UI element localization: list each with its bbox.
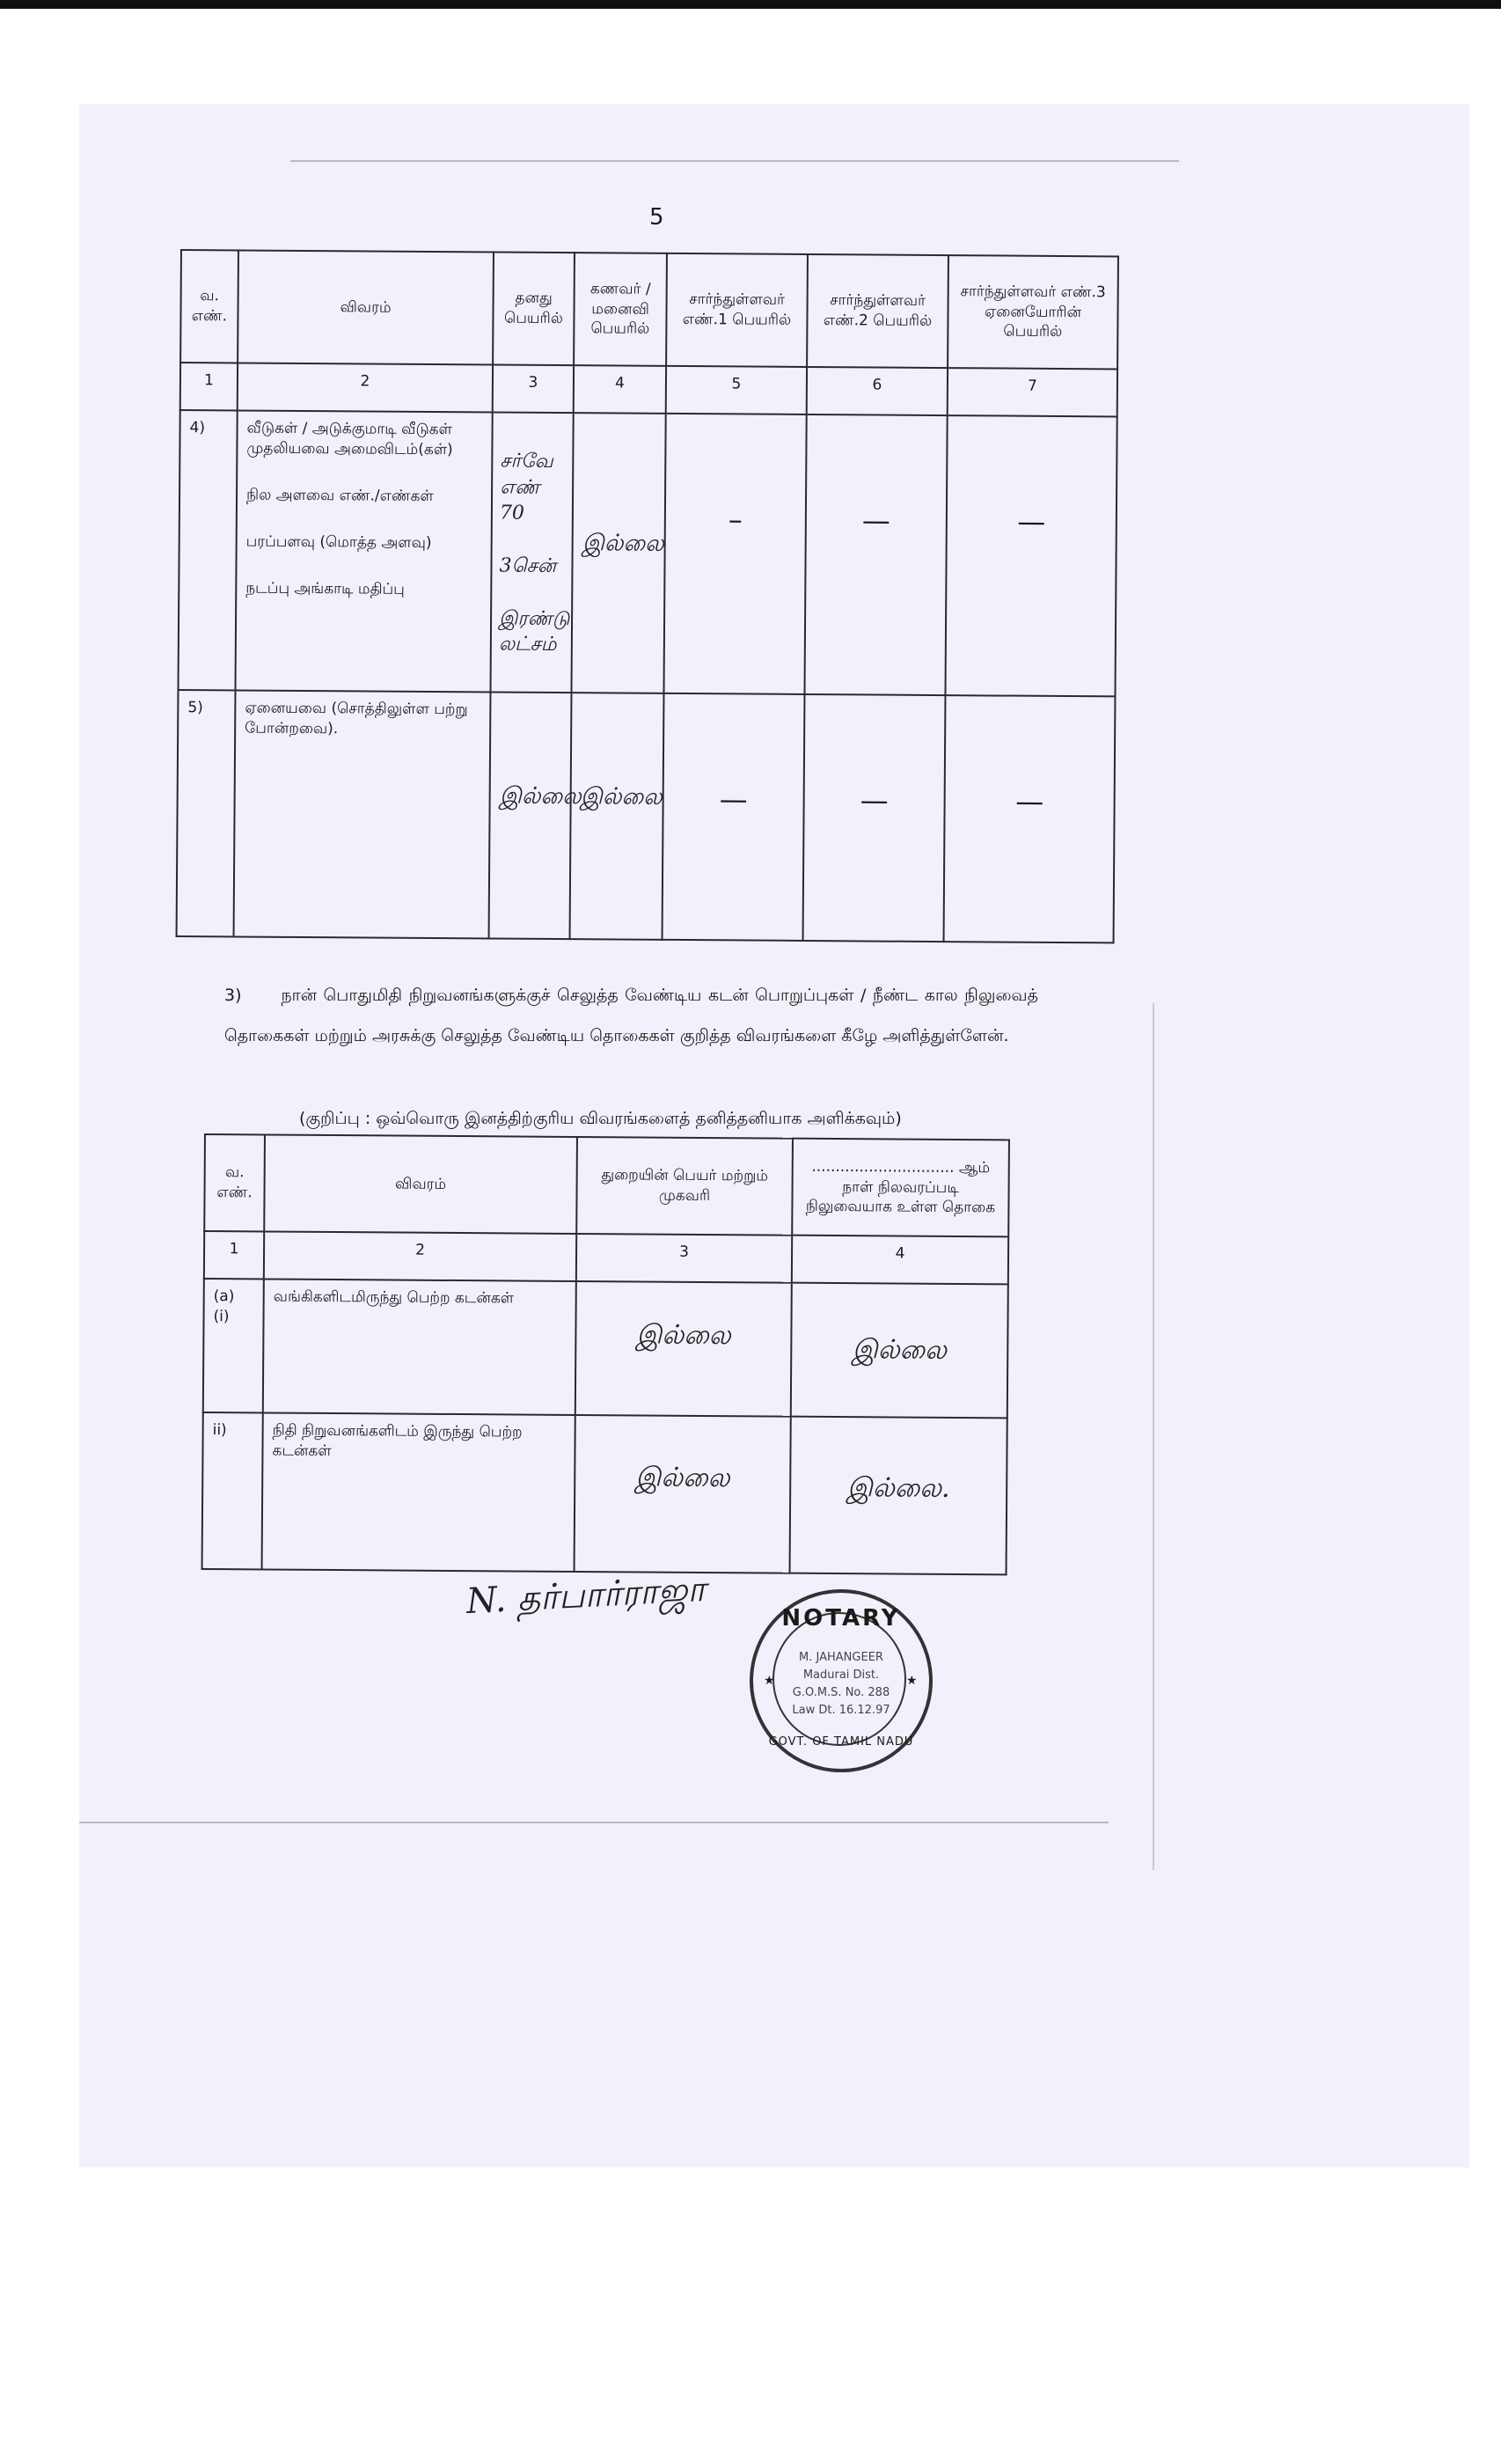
- row-description: நிதி நிறுவனங்களிடம் இருந்து பெற்ற கடன்கள்: [262, 1412, 575, 1571]
- col-header-dependent-1: சார்ந்துள்ளவர் எண்.1 பெயரில்: [666, 253, 808, 367]
- row-serial: (a) (i): [203, 1279, 264, 1412]
- table-header-row: [204, 1134, 1009, 1236]
- desc-market-value: நடப்பு அங்காடி மதிப்பு: [245, 579, 405, 598]
- stamp-line: Madurai Dist.: [802, 1668, 880, 1682]
- handwritten-nil: இல்லை: [580, 783, 663, 810]
- dependent-3-entry: [945, 415, 1117, 696]
- col-header-details: விவரம்: [238, 250, 494, 364]
- table-row-houses: [179, 410, 1117, 696]
- dash-mark: —: [861, 503, 890, 538]
- table-header-row: [180, 250, 1118, 369]
- col-header-dependent-2: சார்ந்துள்ளவர் எண்.2 பெயரில்: [807, 254, 948, 368]
- dependent-3-entry: [944, 695, 1116, 942]
- handwritten-spouse-entry: [570, 693, 664, 940]
- desc-location: வீடுகள் / அடுக்குமாடி வீடுகள் முதலியவை அமைவிடம்(கள்): [246, 419, 453, 459]
- col-header-outstanding-amount: .............................. ஆம் நாள் நிலவரப்படி நிலுவையாக உள்ள தொகை: [792, 1139, 1009, 1237]
- page-right-rule: [1153, 1003, 1154, 1870]
- instruction-note: (குறிப்பு : ஒவ்வொரு இனத்திற்குரிய விவரங்களைத் தனித்தனியாக அளிக்கவும்): [299, 1109, 902, 1128]
- handwritten-area: 3சென்: [499, 554, 557, 578]
- col-header-own: தனது பெயரில்: [493, 252, 575, 365]
- liabilities-paragraph: 3) நான் பொதுமிதி நிறுவனங்களுக்குச் செலுத்த வேண்டிய கடன் பொறுப்புகள் / நீண்ட கால நிலுவைத் தொகைகள் மற்றும் அரசுக்கு செலுத்த வேண்டிய தொகைகள் குறித்த விவரங்களை கீழே அளித்துள்ளேன்.: [224, 986, 1038, 1045]
- row-serial: 5): [177, 690, 236, 936]
- column-number-row: [204, 1231, 1008, 1284]
- stamp-footer: GOVT. OF TAMIL NADU: [768, 1735, 914, 1749]
- handwritten-nil: இல்லை: [852, 1334, 948, 1366]
- page-bottom-rule: [79, 1822, 1109, 1823]
- handwritten-own-entry: [490, 412, 573, 693]
- desc-survey-number: நில அளவை எண்./எண்கள்: [245, 486, 434, 505]
- col-number: 4: [574, 365, 666, 414]
- handwritten-nil: இல்லை: [499, 782, 582, 810]
- scan-top-border: [0, 0, 1501, 9]
- dependent-2-entry: [803, 694, 946, 942]
- handwritten-spouse-entry: [571, 413, 665, 693]
- row-description: ஏனையவை (சொத்திலுள்ள பற்று போன்றவை).: [234, 690, 491, 938]
- star-icon: ★: [906, 1674, 918, 1688]
- stamp-line: M. JAHANGEER: [799, 1651, 883, 1664]
- handwritten-nil: இல்லை: [582, 530, 664, 557]
- handwritten-nil: இல்லை.: [846, 1472, 950, 1504]
- dependent-2-entry: [804, 414, 947, 695]
- handwritten-value: இரண்டு லட்சம்: [498, 607, 570, 656]
- col-number: 3: [493, 364, 574, 413]
- col-number: 1: [204, 1231, 264, 1279]
- table-row-others: [177, 690, 1116, 942]
- col-number: 4: [792, 1236, 1008, 1285]
- assets-table: [176, 249, 1119, 943]
- col-header-department: துறையின் பெயர் மற்றும் முகவரி: [576, 1137, 793, 1236]
- col-header-serial: வ. எண்.: [180, 250, 238, 363]
- desc-area: பரப்பளவு (மொத்த அளவு): [245, 532, 432, 552]
- dash-mark: —: [1015, 784, 1044, 818]
- page-number: 5: [649, 204, 664, 231]
- col-number: 5: [666, 366, 807, 414]
- handwritten-survey-number: சர்வே எண் 70: [499, 450, 553, 525]
- col-number: 2: [238, 363, 493, 412]
- notary-stamp: [750, 1589, 933, 1772]
- handwritten-nil: இல்லை: [634, 1462, 730, 1494]
- handwritten-department: [575, 1415, 791, 1573]
- page-top-rule: [290, 160, 1179, 162]
- row-serial: 4): [179, 410, 238, 690]
- stamp-line: G.O.M.S. No. 288: [792, 1686, 890, 1699]
- row-serial: ii): [202, 1412, 263, 1569]
- star-icon: ★: [764, 1674, 775, 1688]
- dash-mark: —: [860, 783, 889, 818]
- handwritten-signature: N. தர்பார்ராஜா: [465, 1568, 707, 1623]
- col-number: 7: [948, 368, 1117, 416]
- col-header-spouse: கணவர் / மனைவி பெயரில்: [574, 253, 667, 366]
- handwritten-amount: [790, 1417, 1007, 1575]
- handwritten-department: [575, 1281, 792, 1417]
- handwritten-amount: [791, 1283, 1008, 1419]
- col-header-serial: வ. எண்.: [204, 1134, 265, 1231]
- liabilities-table: [201, 1133, 1010, 1575]
- dash-mark: –: [728, 502, 743, 537]
- stamp-title: NOTARY: [781, 1605, 901, 1632]
- handwritten-own-entry: [489, 692, 582, 939]
- row-description: வங்கிகளிடமிருந்து பெற்ற கடன்கள்: [263, 1279, 576, 1414]
- col-number: 3: [576, 1234, 792, 1283]
- dash-mark: —: [1017, 504, 1046, 539]
- row-description: [236, 410, 493, 692]
- col-number: 1: [180, 363, 238, 410]
- col-number: 2: [264, 1231, 576, 1280]
- dependent-1-entry: [663, 414, 806, 694]
- table-row-bank-loans: [203, 1279, 1008, 1418]
- dash-mark: —: [719, 782, 748, 817]
- col-number: 6: [807, 367, 948, 415]
- col-header-details: விவரம்: [264, 1134, 577, 1233]
- table-row-finance-loans: [202, 1412, 1007, 1574]
- handwritten-nil: இல்லை: [636, 1319, 731, 1352]
- col-header-dependent-3: சார்ந்துள்ளவர் எண்.3 ஏனையோரின் பெயரில்: [948, 255, 1118, 369]
- column-number-row: [180, 363, 1117, 416]
- stamp-line: Law Dt. 16.12.97: [792, 1704, 890, 1717]
- dependent-1-entry: [663, 693, 805, 941]
